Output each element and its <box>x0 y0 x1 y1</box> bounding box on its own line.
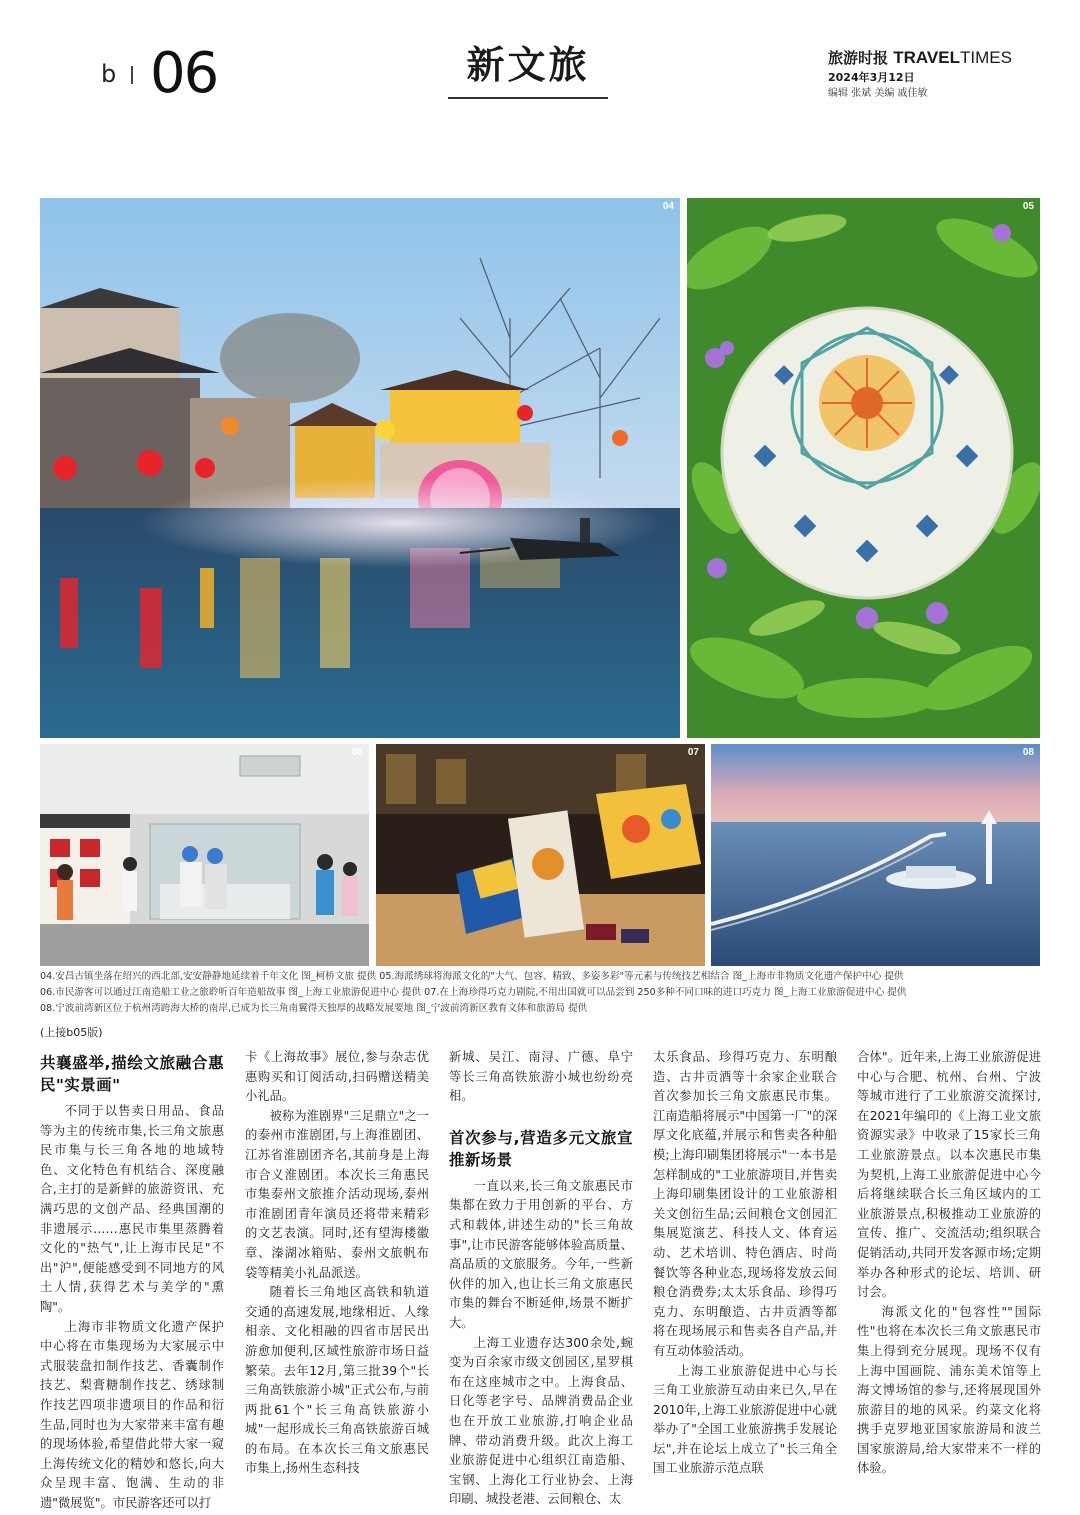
article-paragraph: 海派文化的"包容性""国际性"也将在本次长三角文旅惠民市集上得到充分展现。现场不仅有上海中国画院、浦东美术馆等上海文博场馆的参与,还将展现国外旅游目的地的风采。约菜文化将携手克罗地亚国家旅游局和波兰国家旅游局,给大家带来不一样的体验。 <box>857 1304 1041 1476</box>
photo-08-sea-bridge <box>711 744 1040 966</box>
photo-number-06: 06 <box>351 747 363 758</box>
caption-line-1: 04.安昌古镇坐落在绍兴的西北部,安安静静地延续着千年文化 图_柯桥文旅 提供 05.海派绣球将海派文化的"大气、包容、精致、多姿多彩"等元素与传统技艺相结合 图_上海市非物质文化遗产保护中心 提供 <box>40 971 904 982</box>
paper-name-en-bold: TRAVEL <box>893 48 960 67</box>
section-title: 新文旅 <box>466 42 590 87</box>
article-paragraph: 太乐食品、珍得巧克力、东明酿造、古井贡酒等十余家企业联合首次参加长三角文旅惠民市集。江南造船将展示"中国第一厂"的深厚文化底蕴,并展示和售卖各种船模;上海印刷集团将展示"一本书是怎样制成的"工业旅游项目,并售卖上海印刷集团设计的工业旅游相关文创衍生品;云间粮仓文创园汇集展览演艺、科技人文、体育运动、艺术培训、特色酒店、时尚餐饮等各种业态,现场将发放云间粮仓消费券;太太乐食品、珍得巧克力、东明酿造、古井贡酒等都将在现场展示和售卖各自产品,并有互动体验活动。 <box>653 1050 837 1358</box>
article-heading-1: 共襄盛举,描绘文旅融合惠民"实景画" <box>40 1054 224 1094</box>
article-paragraph: 上海工业旅游促进中心与长三角工业旅游互动由来已久,早在2010年,上海工业旅游促进中心就举办了"全国工业旅游携手发展论坛",并在论坛上成立了"长三角全国工业旅游示范点联 <box>653 1363 837 1476</box>
continued-note: (上接b05版) <box>40 1026 103 1039</box>
article-paragraph: 不同于以售卖日用品、食品等为主的传统市集,长三角文旅惠民市集与长三角各地的地域特色、文化特色有机结合、深度融合,主打的是新鲜的旅游资讯、充满巧思的文创产品、经典国潮的非遗展示……惠民市集里蒸腾着文化的"热气",让上海市民足"不出"沪",便能感受到不同地方的风土人情,获得艺术与美学的"熏陶"。 <box>40 1104 224 1314</box>
article-paragraph: 随着长三角地区高铁和轨道交通的高速发展,地缘相近、人缘相亲、文化相融的四省市居民出游愈加便利,区域性旅游市场日益繁荣。去年12月,第三批39个"长三角高铁旅游小城"正式公布,与前两批61个"长三角高铁旅游小城"一起形成长三角高铁旅游百城的布局。在本次长三角文旅惠民市集上,扬州生态科技 <box>245 1285 429 1476</box>
paper-name <box>828 48 1012 68</box>
caption-line-2: 06.市民游客可以通过江南造船工业之旅聆听百年造船故事 图_上海工业旅游促进中心 提供 07.在上海珍得巧克力剧院,不用出国就可以品尝到 250多种不同口味的进口巧克力 图_上海工业旅游促进中心 提供 <box>40 987 907 998</box>
article-heading-2: 首次参与,营造多元文旅宣推新场景 <box>449 1128 633 1169</box>
photo-07-chocolate <box>376 744 705 966</box>
editors-credit: 编辑 张斌 美编 戚佳敏 <box>828 88 928 99</box>
article-paragraph: 被称为淮剧界"三足鼎立"之一的泰州市淮剧团,与上海淮剧团、江苏省淮剧团齐名,其前身是上海市合义淮剧团。本次长三角惠民市集泰州文旅推介活动现场,泰州市淮剧团青年演员还将带来精彩的文艺表演。同时,还有望海楼徽章、溱湖冰箱贴、泰州文旅帆布袋等精美小礼品派送。 <box>245 1108 429 1280</box>
photo-number-04: 04 <box>662 201 674 212</box>
article-column-3 <box>449 1048 633 1510</box>
photo-04-water-town <box>40 198 680 738</box>
section-letter: b <box>101 60 117 88</box>
article-column-4 <box>653 1048 837 1479</box>
photo-number-08: 08 <box>1022 747 1034 758</box>
article-column-5 <box>857 1048 1041 1479</box>
article-paragraph: 新城、吴江、南浔、广德、阜宁等长三角高铁旅游小城也纷纷亮相。 <box>449 1050 633 1104</box>
paper-name-en-light: TIMES <box>960 48 1012 67</box>
photo-05-embroidered-ball <box>687 198 1040 738</box>
article-paragraph: 卡《上海故事》展位,参与杂志优惠购买和订阅活动,扫码赠送精美小礼品。 <box>245 1050 429 1104</box>
article-paragraph: 合体"。近年来,上海工业旅游促进中心与合肥、杭州、台州、宁波等城市进行了工业旅游交流探讨,在2021年编印的《上海工业文旅资源实录》中收录了15家长三角工业旅游景点。以本次惠民市集为契机,上海工业旅游促进中心今后将继续联合长三角区域内的工业旅游景点,积极推动工业旅游的宣传、推广、交流活动;组织联合促销活动,共同开发客源市场;定期举办各种形式的论坛、培训、研讨会。 <box>857 1050 1041 1300</box>
article-column-1 <box>40 1048 224 1513</box>
caption-line-3: 08.宁波前湾新区位于杭州湾跨海大桥的南岸,已成为长三角南翼得天独厚的战略发展要地 图_宁波前湾新区教育文体和旅游局 提供 <box>40 1003 588 1014</box>
article-paragraph: 上海市非物质文化遗产保护中心将在市集现场为大家展示中式服装盘扣制作技艺、香囊制作技艺、梨膏糖制作技艺、绣球制作技艺四项非遗项目的作品和衍生品,同时也为大家带来丰富有趣的现场体验,希望借此带大家一窥上海传统文化的精妙和悠长,向大众呈现丰富、饱满、生动的非遗"微展览"。市民游客还可以打 <box>40 1319 224 1510</box>
paper-name-cn: 旅游时报 <box>828 49 889 67</box>
photo-06-exhibition-hall <box>40 744 369 966</box>
page-number: 06 <box>150 41 218 106</box>
photo-number-07: 07 <box>687 747 699 758</box>
header-divider <box>131 66 133 84</box>
article-paragraph: 上海工业遗存达300余处,蜿变为百余家市级文创园区,星罗棋布在这座城市之中。上海食品、日化等老字号、品牌消费品企业也在开放工业旅游,打响企业品牌、带动消费升级。此次上海工业旅游促进中心组织江南造船、宝钢、上海化工行业协会、上海印刷、城投老港、云间粮仓、太 <box>449 1335 633 1507</box>
photo-number-05: 05 <box>1022 201 1034 212</box>
article-column-2 <box>245 1048 429 1479</box>
article-paragraph: 一直以来,长三角文旅惠民市集都在致力于用创新的平台、方式和载体,讲述生动的"长三角故事",让市民游客能够体验高质量、高品质的文旅服务。今年,一些新伙伴的加入,也让长三角文旅惠民市集的舞台不断延伸,场景不断扩大。 <box>449 1178 633 1330</box>
section-title-rule <box>448 97 608 99</box>
issue-date: 2024年3月12日 <box>828 71 915 84</box>
